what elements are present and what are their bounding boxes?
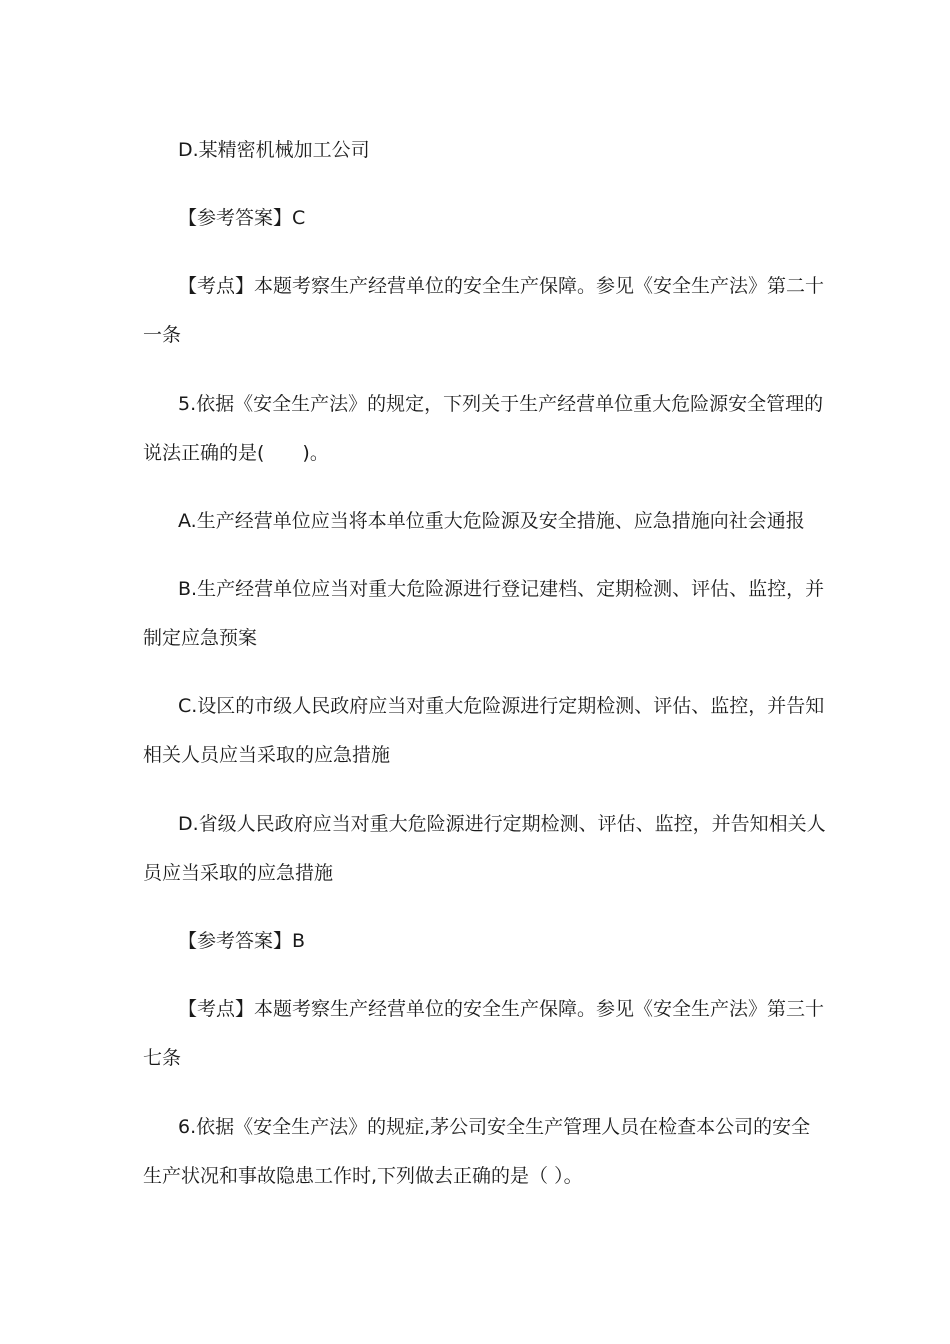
q5-question-line-2: 说法正确的是( )。 [143, 442, 329, 464]
q5-option-a: A.生产经营单位应当将本单位重大危险源及安全措施、应急措施向社会通报 [178, 510, 805, 532]
q5-option-d-line-2: 员应当采取的应急措施 [143, 862, 334, 884]
q4-point-line-2: 一条 [143, 324, 182, 346]
q5-option-c-line-1: C.设区的市级人民政府应当对重大危险源进行定期检测、评估、监控，并告知 [178, 695, 825, 717]
q4-answer: 【参考答案】C [178, 207, 306, 229]
q4-option-d: D.某精密机械加工公司 [178, 139, 370, 161]
q5-point-line-2: 七条 [143, 1047, 182, 1069]
q5-option-c-line-2: 相关人员应当采取的应急措施 [143, 744, 391, 766]
q5-option-d-line-1: D.省级人民政府应当对重大危险源进行定期检测、评估、监控，并告知相关人 [178, 813, 826, 835]
q5-option-b-line-1: B.生产经营单位应当对重大危险源进行登记建档、定期检测、评估、监控，并 [178, 578, 825, 600]
q6-question-line-2: 生产状况和事故隐患工作时,下列做去正确的是（ ）。 [143, 1165, 583, 1187]
q5-point-line-1: 【考点】本题考察生产经营单位的安全生产保障。参见《安全生产法》第三十 [178, 998, 825, 1020]
q6-question-line-1: 6.依据《安全生产法》的规症,茅公司安全生产管理人员在检查本公司的安全 [178, 1116, 811, 1138]
q5-option-b-line-2: 制定应急预案 [143, 627, 258, 649]
q5-question-line-1: 5.依据《安全生产法》的规定，下列关于生产经营单位重大危险源安全管理的 [178, 393, 824, 415]
q5-answer: 【参考答案】B [178, 930, 306, 952]
q4-point-line-1: 【考点】本题考察生产经营单位的安全生产保障。参见《安全生产法》第二十 [178, 275, 825, 297]
